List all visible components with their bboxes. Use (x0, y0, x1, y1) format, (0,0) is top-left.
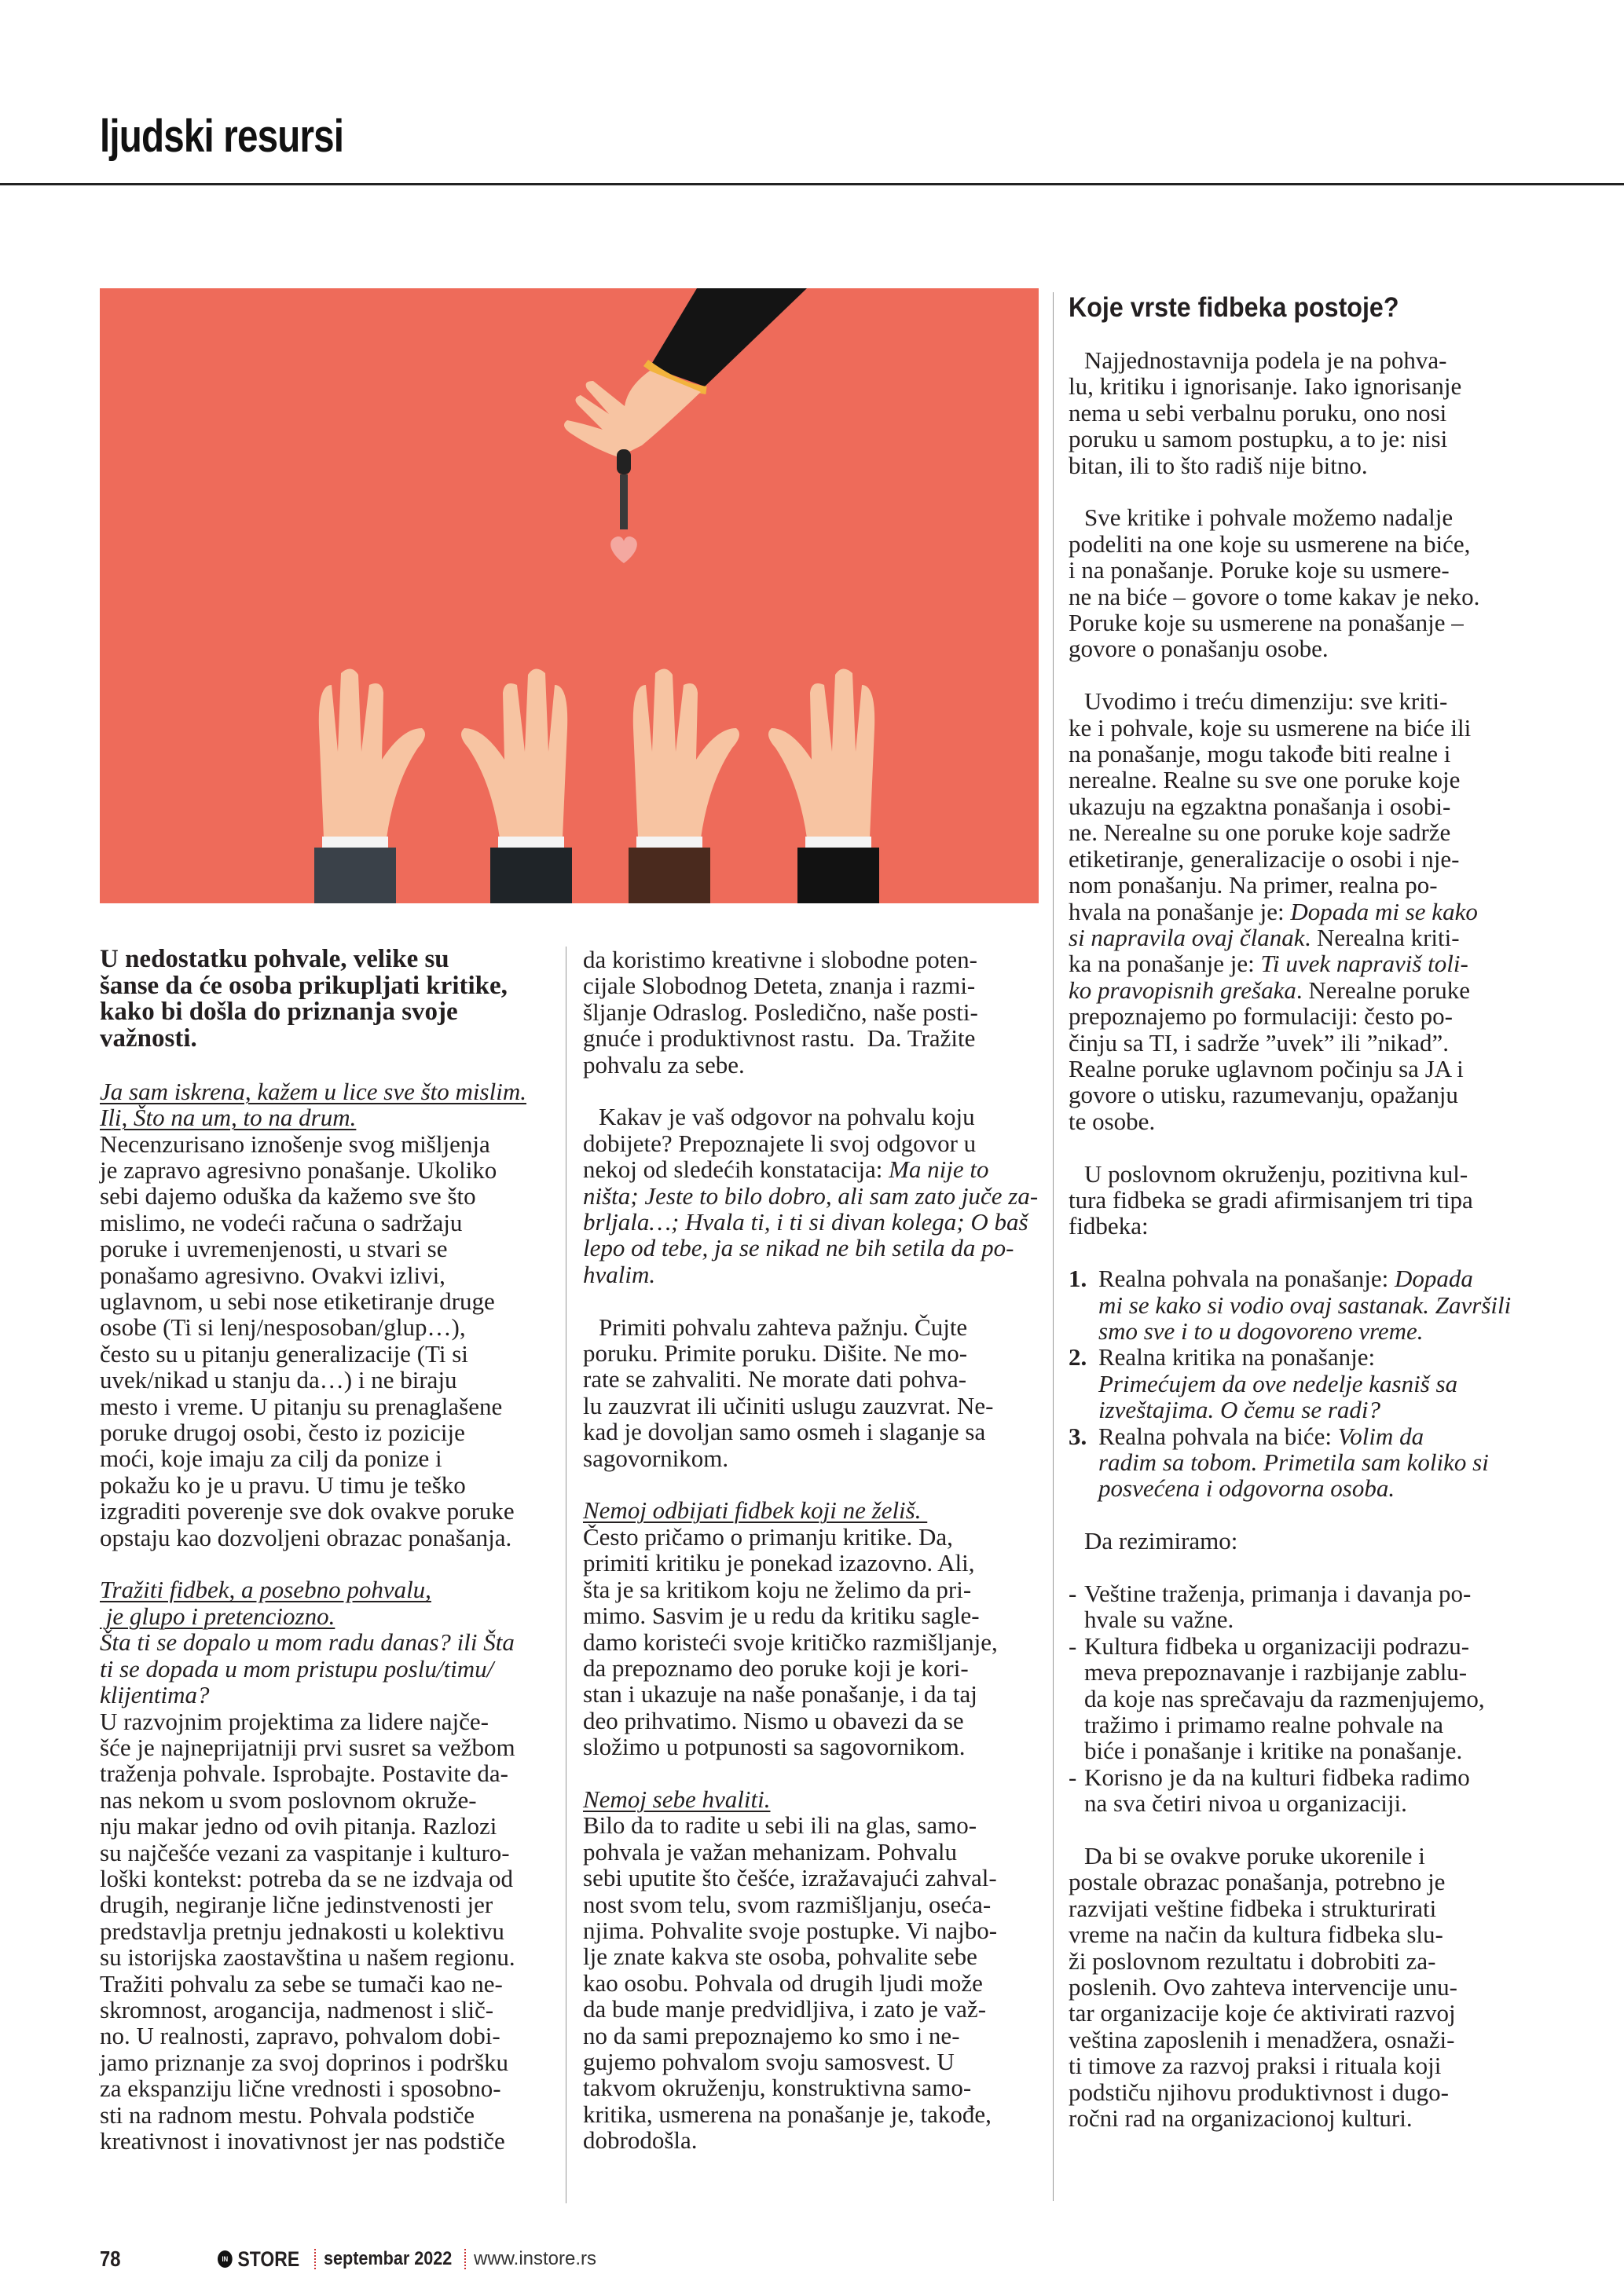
section-title: ljudski resursi (100, 111, 344, 162)
list-item-text (1084, 1580, 1471, 1633)
magazine-name: STORE (237, 2247, 300, 2271)
subheading (100, 1576, 563, 1629)
text: Šta ti se dopalo u mom radu danas? ili Šta ti se dopada u mom pristupu poslu/timu/ klijentima? (100, 1628, 515, 1709)
sleeve (797, 848, 879, 903)
website-link[interactable]: www.instore.rs (473, 2248, 597, 2269)
text: Uvodimo i treću dimenziju: sve kriti- ke i pohvale, koje su usmerene na biće ili na ponašanje, mogu takođe biti realne i nerealne. Realne su sve one poruke koje ukazuju na egzaktna ponašanja i osobi- ne. Nerealne su one poruke koje sadrže etiketiranje, generalizacije o osobi i nje- nom ponašanju. Na primer, realna po- hvala na ponašanje je: (1069, 687, 1472, 925)
logo-mark-icon: IN (218, 2250, 233, 2268)
text: Korisno je da na kulturi fidbeka radimo na sva četiri nivoa u organizaciji. (1084, 1763, 1470, 1818)
sleeve (629, 848, 710, 903)
list-item-text (1084, 1633, 1485, 1764)
article-column-2 (583, 947, 1047, 2154)
paragraph (100, 1708, 563, 2155)
dropper-tube (620, 474, 628, 529)
text: Kakav je vaš odgovor na pohvalu koju dobijete? Prepoznajete li svoj odgovor u nekoj od sledećih konstatacija: (583, 1103, 977, 1184)
paragraph (583, 1314, 1047, 1471)
text: Sve kritike i pohvale možemo nadalje podeliti na one koje su usmerene na biće, i na ponašanje. Poruke koje su usmere- ne na biće – govore o tome kakav je neko. Poruke koje su usmerene na ponašanje – govore o ponašanju osobe. (1069, 504, 1480, 663)
text: da koristimo kreativne i slobodne poten- cijale Slobodnog Deteta, znanja i razmi- šljanje Odraslog. Posledično, naše posti- gnuće i produktivnost rastu. Da. Tražite pohvalu za sebe. (583, 946, 978, 1078)
text: Primiti pohvalu zahteva pažnju. Čujte poruku. Primite poruku. Dišite. Ne mo- rate se zahvaliti. Ne morate dati pohva- lu zauzvrat ili učiniti uslugu zauzvrat. Ne- kad je dovoljan samo osmeh i slaganje sa sagovornikom. (583, 1313, 994, 1472)
list-marker: - (1069, 1763, 1077, 1791)
text: . Nerealne poruke prepoznajemo po formulaciji: često po- činju sa TI, i sadrže ”uvek” ili ”nikad”. Realne poruke uglavnom počinju sa JA i govore o utisku, razumevanju, opažanju te osobe. (1069, 976, 1471, 1135)
list-item (1069, 1423, 1532, 1502)
page-number: 78 (100, 2247, 121, 2271)
list-marker: - (1069, 1580, 1077, 1607)
dropper-bulb (617, 449, 631, 474)
article-column-1 (100, 947, 563, 2154)
list-item-text (1084, 1764, 1470, 1817)
italic-text: Ti uvek napraviš toli- ko pravopisnih grešaka (1069, 950, 1468, 1004)
lead-paragraph (100, 947, 563, 1052)
sleeve (490, 848, 572, 903)
list-marker: 3. (1069, 1422, 1087, 1450)
italic-text: Volim da radim sa tobom. Primetila sam koliko si posvećena i odgovorna osoba. (1098, 1422, 1489, 1503)
text: Najjednostavnija podela je na pohva- lu, kritiku i ignorisanje. Iako ignorisanje nema u sebi verbalnu poruku, ono nosi poruku u samom postupku, a to je: nisi bitan, ili to što radiš nije bitno. (1069, 346, 1462, 479)
text: Nemoj odbijati fidbek koji ne želiš. (583, 1496, 928, 1525)
paragraph (1069, 1161, 1532, 1240)
text: Nemoj sebe hvaliti. (583, 1785, 771, 1813)
list-item (1069, 1764, 1532, 1817)
list-item (1069, 1344, 1532, 1423)
text: . Nerealna kriti- ka na ponašanje je: (1069, 923, 1460, 978)
text: Kultura fidbeka u organizaciji podrazu- meva prepoznavanje i razbijanje zablu- da koje nas sprečavaju da razmenjujemo, tražimo i primamo realne pohvale na biće i ponašanje i kritike na ponašanje. (1084, 1631, 1485, 1765)
list-item (1069, 1580, 1532, 1633)
text: Realna pohvala na biće: (1098, 1422, 1338, 1450)
column-heading (1069, 292, 1495, 324)
list-marker: 2. (1069, 1343, 1087, 1371)
list-item-text (1098, 1265, 1511, 1344)
list-item (1069, 1633, 1532, 1764)
text: U nedostatku pohvale, velike su šanse da će osoba prikupljati kritike, kako bi došla do priznanja svoje važnosti. (100, 945, 508, 1053)
paragraph (1069, 1528, 1532, 1554)
paragraph (583, 1104, 1047, 1287)
paragraph (100, 1131, 563, 1551)
italic-text: Dopada mi se kako si napravila ovaj članak (1069, 897, 1478, 951)
footer-separator (314, 2249, 316, 2269)
shirt-cuff (636, 837, 702, 849)
paragraph (1069, 688, 1532, 1134)
text: Tražiti fidbek, a posebno pohvalu, je glupo i pretenciozno. (100, 1576, 431, 1630)
text: U poslovnom okruženju, pozitivna kul- tura fidbeka se gradi afirmisanjem tri tipa fidbeka: (1069, 1159, 1473, 1240)
article-column-3 (1069, 292, 1532, 2132)
subheading (100, 1078, 563, 1131)
list-marker: - (1069, 1631, 1077, 1660)
subheading (583, 1786, 1047, 1812)
paragraph (583, 1524, 1047, 1760)
list-marker: 1. (1069, 1265, 1087, 1293)
text: Koje vrste fidbeka postoje? (1069, 292, 1399, 323)
page-footer (100, 2247, 596, 2272)
text: Da rezimiramo: (1084, 1527, 1238, 1555)
magazine-logo (218, 2247, 299, 2272)
italic-text: Dopada mi se kako si vodio ovaj sastanak. Završili smo sve i to u dogovoreno vreme. (1098, 1265, 1512, 1345)
paragraph (583, 947, 1047, 1078)
paragraph (1069, 1843, 1532, 2131)
text: U razvojnim projektima za lidere najče- šće je najneprijatniji prvi susret sa vežbom traženja pohvale. Isprobajte. Postavite da- nas nekom u svom poslovnom okruže- nju makar jedno od ovih pitanja. Razlozi su najčešće vezani za vaspitanje i kulturo- loški kontekst: potreba da se ne izdvaja od drugih, negiranje lične jedinstvenosti jer predstavlja pretnju jednakosti u kolektivu su istorijska zaostavština u našem regionu. Tražiti pohvalu za sebe se tumači kao ne- skromnost, arogancija, nadmenost i slič- no. U realnosti, zapravo, pohvalom dobi- jamo priznanje za svoj doprinos i podršku za ekspanziju lične vrednosti i sposobno- sti na radnom mestu. Pohvala podstiče kreativnost i inovativnost jer nas podstiče (100, 1707, 515, 2155)
italic-text: Ma nije to ništa; Jeste to bilo dobro, ali sam zato juče za- brljala…; Hvala ti, i ti si divan kolega; O baš lepo od tebe, ja se nikad ne bih setila da po- hvalim. (583, 1155, 1039, 1288)
paragraph (583, 1812, 1047, 2153)
footer-separator (464, 2249, 466, 2269)
issue-date: septembar 2022 (323, 2248, 452, 2269)
italic-quote (100, 1629, 563, 1708)
subheading (583, 1497, 1047, 1523)
text: Bilo da to radite u sebi ili na glas, samo- pohvala je važan mehanizam. Pohvalu sebi uputite što češće, izražavajući zahval- nost svom telu, svom razmišljanju, oseća- njima. Pohvalite svoje postupke. Vi najbo- lje znate kakva ste osoba, pohvalite sebe kao osobu. Pohvala od drugih ljudi može da bude manje predvidljiva, i zato je važ- no da sami prepoznajemo ko smo i ne- gujemo pohvalom svoju samosvest. U takvom okruženju, konstruktivna samo- kritika, usmerena na ponašanje je, takođe, dobrodošla. (583, 1811, 998, 2155)
text: Realna pohvala na ponašanje: (1098, 1265, 1395, 1293)
paragraph (1069, 347, 1532, 478)
list-item-text (1098, 1423, 1489, 1502)
header-rule (0, 183, 1624, 185)
text: Veštine traženja, primanja i davanja po- hvale su važne. (1084, 1580, 1472, 1634)
text: Realna kritika na ponašanje: (1098, 1343, 1376, 1371)
illustration-background (100, 288, 1039, 903)
column-divider (1053, 292, 1054, 2201)
paragraph (1069, 504, 1532, 661)
sleeve (314, 848, 396, 903)
text: Često pričamo o primanju kritike. Da, primiti kritiku je ponekad izazovno. Ali, šta je sa kritikom koju ne želimo da pri- mimo. Sasvim je u redu da kritiku sagle- damo koristeći svoje kritičko razmišljanje, da prepoznamo deo poruke koji je kori- stan i ukazuje na naše ponašanje, i da taj deo prihvatimo. Nismo u obavezi da se složimo u potpunosti sa sagovornikom. (583, 1522, 998, 1761)
shirt-cuff (805, 837, 871, 849)
italic-text: Primećujem da ove nedelje kasniš sa izveštajima. O čemu se radi? (1098, 1369, 1458, 1424)
text: Necenzurisano iznošenje svog mišljenja je zapravo agresivno ponašanje. Ukoliko sebi dajemo oduška da kažemo sve što mislimo, ne vodeći računa o sadržaju poruke i uvremenjenosti, u stvari se ponašamo agresivno. Ovakvi izlivi, uglavnom, u sebi nose etiketiranje druge osobe (Ti si lenj/nesposoban/glup…), često su u pitanju generalizacije (Ti si uvek/nikad u stanju da…) i ne biraju mesto i vreme. U pitanju su prenaglašene poruke drugoj osobi, često iz pozicije moći, koje imaju za cilj da ponize i pokažu ko je u pravu. U timu je teško izgraditi poverenje sve dok ovakve poruke opstaju kao dozvoljeni obrazac ponašanja. (100, 1130, 515, 1551)
list-item-text (1098, 1344, 1457, 1423)
article-illustration (100, 288, 1039, 903)
shirt-cuff (498, 837, 564, 849)
text: Ja sam iskrena, kažem u lice sve što mislim. Ili, Što na um, to na drum. (100, 1077, 526, 1132)
text: Da bi se ovakve poruke ukorenile i postale obrazac ponašanja, potrebno je razvijati veštine fidbeka i strukturirati vreme na način da kultura fidbeka slu- ži poslovnom rezultatu i dobrobiti za- poslenih. Ovo zahteva intervencije unu- tar organizacije koje će aktivirati razvoj veština zaposlenih i menadžera, osnaži- ti timove za razvoj praksi i rituala koji podstiču njihovu produktivnost i dugo- ročni rad na organizacionoj kulturi. (1069, 1842, 1457, 2133)
shirt-cuff (322, 837, 388, 849)
list-item (1069, 1265, 1532, 1344)
